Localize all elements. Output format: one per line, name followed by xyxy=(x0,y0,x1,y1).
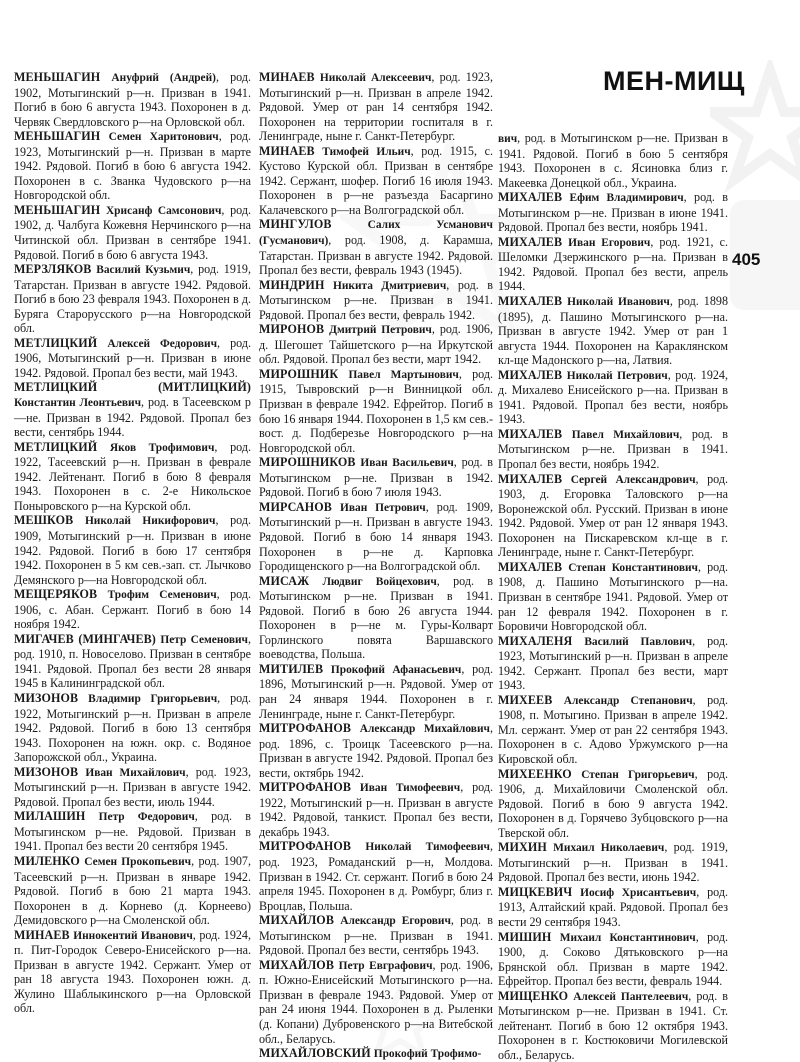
entry-surname: МИХАЛЕВ xyxy=(498,559,563,574)
registry-entry xyxy=(259,780,493,839)
entry-details: , род. 1923, Мотыгинский р—н. Призван в апреле 1942. Сержант. Пропал без вести, март 1943. xyxy=(498,633,728,693)
registry-entry xyxy=(259,574,493,662)
entry-given-name: Людвиг Войцехович xyxy=(322,575,437,588)
entry-given-name: Иван Тимофеевич xyxy=(359,782,461,795)
registry-entry xyxy=(498,131,728,190)
registry-entry xyxy=(498,840,728,885)
entry-details: , род. 1908, д. Карамша, Татарстан. Призван в августе 1942. Рядовой. Пропал без вести, февраль 1943 (1945). xyxy=(259,233,493,278)
registry-entry xyxy=(259,721,493,780)
entry-surname: МИХАЙЛОВСКИЙ xyxy=(259,1046,371,1061)
entry-details: , род. в Мотыгинском р—не. Рядовой. Призван в 1941. Пропал без вести 20 сентября 1945. xyxy=(14,809,251,854)
entry-surname: МЕТЛИЦКИЙ xyxy=(14,439,98,454)
registry-entry xyxy=(14,587,251,632)
entry-details: , род. 1906, д. Михайловичи Смоленской обл. Рядовой. Погиб в бою 9 августа 1942. Похоронен в д. Горячево Зубцовского р—на Тверской обл. xyxy=(498,766,729,840)
entry-surname: МИХАЙЛОВ xyxy=(259,913,334,928)
registry-entry xyxy=(14,129,251,203)
entry-details: , род. 1923, Мотыгинский р—н. Призван в марте 1942. Рядовой. Погиб в бою 6 августа 1942. Похоронен в с. Званка Чудовского р—на Новгородской обл. xyxy=(14,129,252,203)
entry-details: , род. 1919, Мотыгинский р—н. Призван в 1941. Рядовой. Пропал без вести, июнь 1942. xyxy=(498,840,728,885)
entry-details: , род. 1909, Мотыгинский р—н. Призван в августе 1943. Рядовой. Погиб в бою 14 января 1943. Похоронен в р—не д. Карповка Городищенского р—на Волгоградской обл. xyxy=(259,499,493,574)
entry-details: , род. 1908, п. Мотыгино. Призван в апреле 1942. Мл. сержант. Умер от ран 22 сентября 1943. Похоронен в с. Адово Уржумского р—на Кировской обл. xyxy=(498,692,728,766)
registry-entry xyxy=(14,203,251,262)
entry-surname: МИТРОФАНОВ xyxy=(259,721,351,736)
entry-given-name: Сергей Александрович xyxy=(570,473,696,486)
entry-surname: МИЛЕНКО xyxy=(14,853,80,868)
registry-entry xyxy=(14,632,251,691)
entry-surname: МИРОШНИК xyxy=(259,366,339,381)
entry-surname: МИХЕЕВ xyxy=(498,692,553,707)
entry-given-name: Александр Михайлович xyxy=(359,723,490,736)
entry-surname: МИЩЕНКО xyxy=(498,988,569,1003)
registry-entry xyxy=(498,767,728,841)
entry-details: , род. 1923, Мотыгинский р—н. Призван в апреле 1942. Рядовой. Умер от ран 14 сентября 1942. Похоронен на территории госпиталя в г. Ленинграде, ныне г. Санкт-Петербург. xyxy=(259,70,493,144)
entry-given-name: Николай Алексеевич xyxy=(319,72,432,84)
entry-surname: МИНАЕВ xyxy=(259,70,315,84)
entry-given-name: Николай Иванович xyxy=(567,296,670,309)
entry-given-name: Михаил Николаевич xyxy=(553,842,665,855)
entry-details: , род. 1919, Татарстан. Призван в августе 1942. Рядовой. Погиб в бою 23 февраля 1943. Похоронен в д. Буряга Старорусского р—на Новгородской обл. xyxy=(14,262,251,336)
column-3 xyxy=(498,131,728,1062)
registry-entry xyxy=(259,322,493,367)
entry-details: , род. 1906, Мотыгинский р—н. Призван в июне 1942. Рядовой. Пропал без вести, май 1943. xyxy=(14,335,251,380)
entry-details: , род. в Мотыгинском р—не. Призван в 1941. Рядовой. Погиб в бою 26 августа 1944. Похоронен в р—не м. Гуры-Колварт Горлинского повята Варшавского воеводства, Польша. xyxy=(259,573,493,662)
entry-surname: МИЗОНОВ xyxy=(14,690,79,705)
entry-details: , род. 1913, Алтайский край. Рядовой. Пропал без вести 29 сентября 1943. xyxy=(498,884,728,929)
entry-surname: МИРОНОВ xyxy=(259,322,325,337)
entry-details: , род. 1902, д. Чалбуга Кожевня Нерчинского р—на Читинской обл. Призван в сентябре 1941. Рядовой. Погиб в бою 6 августа 1943. xyxy=(14,202,251,262)
entry-given-name: Павел Мартынович xyxy=(348,368,459,381)
registry-entry xyxy=(498,368,728,427)
entry-given-name: Прокофий Афанасьевич xyxy=(330,663,462,676)
entry-given-name: Семен Прокопьевич xyxy=(84,855,192,868)
registry-entry xyxy=(259,144,493,218)
entry-surname: МИТИЛЕВ xyxy=(259,661,324,676)
registry-entry xyxy=(14,440,251,514)
entry-details: , род. в Мотыгинском р—не. Призван в 1941. Рядовой. Погиб в бою 5 сентября 1943. Похоронен в с. Ясиновка близ г. Макеевка Донецкой обл., Украина. xyxy=(498,131,728,190)
registry-entry xyxy=(14,262,251,336)
entry-surname: МИХАЙЛОВ xyxy=(259,957,334,972)
entry-surname: МИХАЛЕВ xyxy=(498,367,563,382)
registry-entry xyxy=(14,336,251,381)
entry-given-name: Иван Васильевич xyxy=(360,457,454,470)
registry-entry xyxy=(498,472,728,560)
registry-entry xyxy=(498,885,728,930)
column-2 xyxy=(259,70,493,1062)
entry-details: , род. 1922, Мотыгинский р—н. Призван в апреле 1942. Рядовой. Погиб в бою 13 сентября 1943. Похоронен на южн. окр. с. Водяное Запорожской обл., Украина. xyxy=(14,690,251,765)
registry-entry xyxy=(259,455,493,500)
registry-entry xyxy=(14,380,251,439)
entry-details: , род. 1915, Тывровский р—н Винницкой обл. Призван в феврале 1942. Ефрейтор. Погиб в бою 16 января 1944. Похоронен в 1,5 км сев.-вост. д. Подберезье Новгородского р—на Новгородской обл. xyxy=(259,366,494,455)
entry-given-name: Трофим Семенович xyxy=(107,589,217,602)
entry-surname: МИРОШНИКОВ xyxy=(259,455,356,470)
entry-details: , род. в Мотыгинском р—не. Призван в 1942. Рядовой. Погиб в бою 7 июля 1943. xyxy=(259,455,493,500)
entry-details: , род. 1896, с. Троицк Тасеевского р—на. Призван в августе 1942. Рядовой. Пропал без вести, октябрь 1942. xyxy=(259,721,493,780)
registry-entry xyxy=(498,989,728,1062)
registry-entry xyxy=(14,765,251,810)
entry-given-name: Константин Леонтьевич xyxy=(14,397,142,410)
entry-surname: МИЛАШИН xyxy=(14,809,86,824)
entry-surname: МИЗОНОВ xyxy=(14,764,79,779)
registry-entry xyxy=(498,427,728,472)
entry-details: , род. 1902, Мотыгинский р—н. Призван в 1941. Погиб в бою 6 августа 1943. Похоронен в д. Червяк Свердловского р—на Орловской обл. xyxy=(14,70,252,129)
entry-given-name: Степан Григорьевич xyxy=(581,768,695,781)
entry-surname: МЕТЛИЦКИЙ (МИТЛИЦКИЙ) xyxy=(14,380,251,395)
registry-entry xyxy=(498,190,728,235)
entry-given-name: Иосиф Хрисантьевич xyxy=(580,886,697,899)
entry-surname: МИХАЛЕВ xyxy=(498,471,563,486)
registry-entry xyxy=(259,367,493,455)
entry-surname: МИНДРИН xyxy=(259,277,325,292)
entry-details: , род. 1924, п. Пит-Городок Северо-Енисейского р—на. Призван в августе 1942. Сержант. Умер от ран 18 августа 1943. Похоронен южн. д. Жулино Шаблыкинского р—на Орловской обл. xyxy=(14,927,251,1016)
entry-surname: МИНАЕВ xyxy=(14,927,70,942)
entry-given-name: Иван Михайлович xyxy=(85,766,186,779)
entry-surname: МИНАЕВ xyxy=(259,143,315,158)
registry-entry xyxy=(14,928,251,1016)
entry-surname: МИНГУЛОВ xyxy=(259,217,332,232)
entry-details: , род. 1908, д. Пашино Мотыгинского р—на. Призван в сентябре 1941. Рядовой. Умер от ран 12 февраля 1942. Похоронен в г. Боровичи Новгородской обл. xyxy=(498,559,728,634)
entry-given-name: Петр Федорович xyxy=(98,811,195,824)
entry-given-name: Александр Степанович xyxy=(563,694,693,707)
entry-details: , род. 1906, п. Южно-Енисейский Мотыгинского р—на. Призван в феврале 1943. Рядовой. Умер от ран 24 июня 1944. Похоронен в д. Рыленки (д. Копани) Дубровенского р—на Витебской обл., Беларусь. xyxy=(259,957,493,1046)
entry-details: , род. в Мотыгинском р—не. Призван в 1941. Пропал без вести, ноябрь 1942. xyxy=(498,426,728,472)
entry-details: , род. 1921, с. Шеломки Дзержинского р—на. Призван в 1942. Рядовой. Пропал без вести, апрель 1944. xyxy=(498,234,728,294)
entry-given-name: Петр Семенович xyxy=(160,633,248,646)
entry-surname: МЕТЛИЦКИЙ xyxy=(14,335,98,350)
entry-details: , род. 1915, с. Кустово Курской обл. Призван в сентябре 1942. Сержант, шофер. Погиб 16 июля 1943. Похоронен в р—не разъезда Басаргино Калачевского р—на Волгоградской обл. xyxy=(259,143,493,217)
entry-given-name: Прокофий Трофимо- xyxy=(373,1048,482,1061)
entry-given-name: Михаил Константинович xyxy=(559,931,696,944)
entry-details: , род. 1906, с. Абан. Сержант. Погиб в бою 14 ноября 1942. xyxy=(14,587,252,632)
entry-details: , род. 1896, Мотыгинский р—н. Рядовой. Умер от ран 24 января 1944. Похоронен в г. Ленинграде, ныне г. Санкт-Петербург. xyxy=(259,661,493,721)
entry-given-name: Василий Кузьмич xyxy=(96,264,191,277)
page-header-title: МЕН-МИЩ xyxy=(603,66,745,96)
entry-surname: МИГАЧЕВ (МИНГАЧЕВ) xyxy=(14,631,156,646)
entry-surname: МИТРОФАНОВ xyxy=(259,839,351,854)
entry-given-name: Павел Михайлович xyxy=(571,428,680,441)
entry-details: , род. 1923, Ромаданский р—н, Молдова. Призван в 1942. Ст. сержант. Погиб в бою 24 апреля 1945. Похоронен в д. Ромбург, близ г. Вроцлав, Польша. xyxy=(259,839,493,913)
registry-entry xyxy=(498,560,728,634)
entry-given-name: Ануфрий (Андрей) xyxy=(111,72,216,84)
registry-entry xyxy=(259,662,493,721)
registry-entry xyxy=(259,839,493,913)
entry-details: , род. 1900, д. Соково Дятьковского р—на Брянской обл. Призван в марте 1942. Ефрейтор. Пропал без вести, февраль 1944. xyxy=(498,929,729,989)
registry-entry xyxy=(259,500,493,574)
entry-surname: МИШИН xyxy=(498,929,552,944)
entry-given-name: Николай Петрович xyxy=(566,369,668,382)
entry-surname: МЕРЗЛЯКОВ xyxy=(14,262,92,277)
entry-given-name: Иннокентий Иванович xyxy=(73,929,193,942)
entry-given-name: Владимир Григорьевич xyxy=(88,692,218,705)
entry-given-name: Ефим Владимирович xyxy=(569,192,684,205)
registry-entry xyxy=(14,513,251,587)
registry-entry xyxy=(498,294,728,368)
entry-given-name: вич xyxy=(498,133,518,145)
page-number: 405 xyxy=(732,250,761,269)
entry-given-name: Салих Усманович (Гусманович) xyxy=(259,219,493,248)
registry-entry xyxy=(259,958,493,1046)
entry-details: , род. 1903, д. Егоровка Таловского р—на Воронежской обл. Русский. Призван в июне 1942. Рядовой. Умер от ран 12 января 1943. Похоронен на Пискаревском кл-ще в г. Ленинграде, ныне г. Санкт-Петербург. xyxy=(498,471,729,560)
entry-details: , род. 1922, Тасеевский р—н. Призван в феврале 1942. Лейтенант. Погиб в бою 8 февраля 1943. Похоронен в с. 2-е Никольское Поныровского р—на Курской обл. xyxy=(14,439,251,513)
entry-given-name: Александр Егорович xyxy=(340,915,451,928)
registry-entry xyxy=(259,1046,493,1062)
entry-surname: МИХАЛЕВ xyxy=(498,294,563,309)
entry-given-name: Яков Трофимович xyxy=(109,441,215,454)
entry-surname: МЕШКОВ xyxy=(14,513,74,528)
registry-entry xyxy=(14,854,251,928)
entry-details: , род. 1898 (1895), д. Пашино Мотыгинского р—на. Призван в августе 1942. Умер от ран 1 августа 1944. Похоронен на Караклянском кл-ще Мадонского р—на, Латвия. xyxy=(498,294,728,368)
entry-surname: МЕЩЕРЯКОВ xyxy=(14,587,98,602)
entry-surname: МИХАЛЕВ xyxy=(498,190,563,205)
entry-surname: МИХАЛЕВ xyxy=(498,234,563,249)
entry-given-name: Степан Константинович xyxy=(568,561,698,574)
column-1 xyxy=(14,70,251,1016)
entry-details: , род. 1909, Мотыгинский р—н. Призван в июне 1942. Рядовой. Погиб в бою 17 сентября 1942. Похоронен в 5 км сев.-зап. ст. Лычково Демянского р—на Новгородской обл. xyxy=(14,513,252,587)
entry-surname: МИХИН xyxy=(498,840,547,855)
entry-given-name: Семен Харитонович xyxy=(108,131,219,144)
registry-entry xyxy=(14,691,251,765)
entry-given-name: Николай Никифорович xyxy=(84,515,216,528)
entry-given-name: Иван Егорович xyxy=(568,236,651,249)
entry-surname: МИХАЛЕВ xyxy=(498,426,563,441)
entry-surname: МИХЕЕНКО xyxy=(498,766,572,781)
entry-given-name: Дмитрий Петрович xyxy=(329,324,432,337)
entry-surname: МИСАЖ xyxy=(259,573,310,588)
entry-details: , род. в Мотыгинском р—не. Призван в июне 1941. Рядовой. Пропал без вести, ноябрь 1941. xyxy=(498,190,728,235)
registry-entry xyxy=(498,634,728,693)
entry-given-name: Хрисанф Самсонович xyxy=(105,204,222,217)
registry-entry xyxy=(14,70,251,129)
entry-given-name: Алексей Пантелеевич xyxy=(573,990,689,1003)
registry-entry xyxy=(498,693,728,767)
entry-details: , род. в Мотыгинском р—не. Призван в 1941. Рядовой. Пропал без вести, сентябрь 1943. xyxy=(259,913,494,958)
entry-surname: МИТРОФАНОВ xyxy=(259,780,351,795)
entry-given-name: Василий Павлович xyxy=(584,635,693,648)
entry-given-name: Иван Петрович xyxy=(339,501,426,514)
entry-details: , род. 1922, Мотыгинский р—н. Призван в августе 1942. Рядовой, танкист. Пропал без вести, декабрь 1943. xyxy=(259,780,494,839)
entry-given-name: Тимофей Ильич xyxy=(322,145,411,158)
registry-entry xyxy=(498,235,728,294)
entry-details: , род. 1923, Мотыгинский р—н. Призван в августе 1942. Рядовой. Пропал без вести, июль 1944. xyxy=(14,764,251,809)
registry-entry xyxy=(259,70,493,144)
entry-details: , род. 1910, п. Новоселово. Призван в сентябре 1941. Рядовой. Пропал без вести 28 января 1945 в Калининградской обл. xyxy=(14,631,252,691)
registry-entry xyxy=(259,913,493,958)
entry-surname: МИЦКЕВИЧ xyxy=(498,884,573,899)
entry-details: , род. 1924, д. Михалево Енисейского р—на. Призван в 1941. Рядовой. Пропал без вести, ноябрь 1943. xyxy=(498,367,728,427)
registry-entry xyxy=(498,930,728,989)
entry-details: , род. 1907, Тасеевский р—н. Призван в январе 1942. Рядовой. Погиб в бою 21 марта 1943. Похоронен в д. Корнево (д. Корнеево) Демидовского р—на Смоленской обл. xyxy=(14,853,251,928)
registry-entry xyxy=(14,809,251,854)
entry-given-name: Николай Тимофеевич xyxy=(365,841,490,854)
entry-given-name: Петр Евграфович xyxy=(338,959,433,972)
registry-entry xyxy=(259,217,493,277)
entry-surname: МЕНЬШАГИН xyxy=(14,70,101,84)
entry-surname: МЕНЬШАГИН xyxy=(14,129,101,144)
entry-details: , род. 1906, д. Шегошет Тайшетского р—на Иркутской обл. Рядовой. Пропал без вести, март 1942. xyxy=(259,322,493,367)
entry-details: , род. в Тасеевском р—не. Призван в 1942. Рядовой. Пропал без вести, сентябрь 1944. xyxy=(14,395,251,440)
entry-surname: МЕНЬШАГИН xyxy=(14,202,101,217)
entry-given-name: Никита Дмитриевич xyxy=(332,279,447,292)
entry-surname: МИРСАНОВ xyxy=(259,499,332,514)
entry-details: , род. в Мотыгинском р—не. Призван в 1941. Рядовой. Пропал без вести, февраль 1942. xyxy=(259,277,493,322)
entry-surname: МИХАЛЕНЯ xyxy=(498,633,573,648)
entry-given-name: Алексей Федорович xyxy=(107,337,217,350)
registry-entry xyxy=(259,278,493,323)
entry-details: , род. в Мотыгинском р—не. Призван в 1941. Ст. лейтенант. Погиб в бою 12 октября 1943. Похоронен в г. Костюковичи Могилевской обл., Беларусь. xyxy=(498,988,728,1062)
